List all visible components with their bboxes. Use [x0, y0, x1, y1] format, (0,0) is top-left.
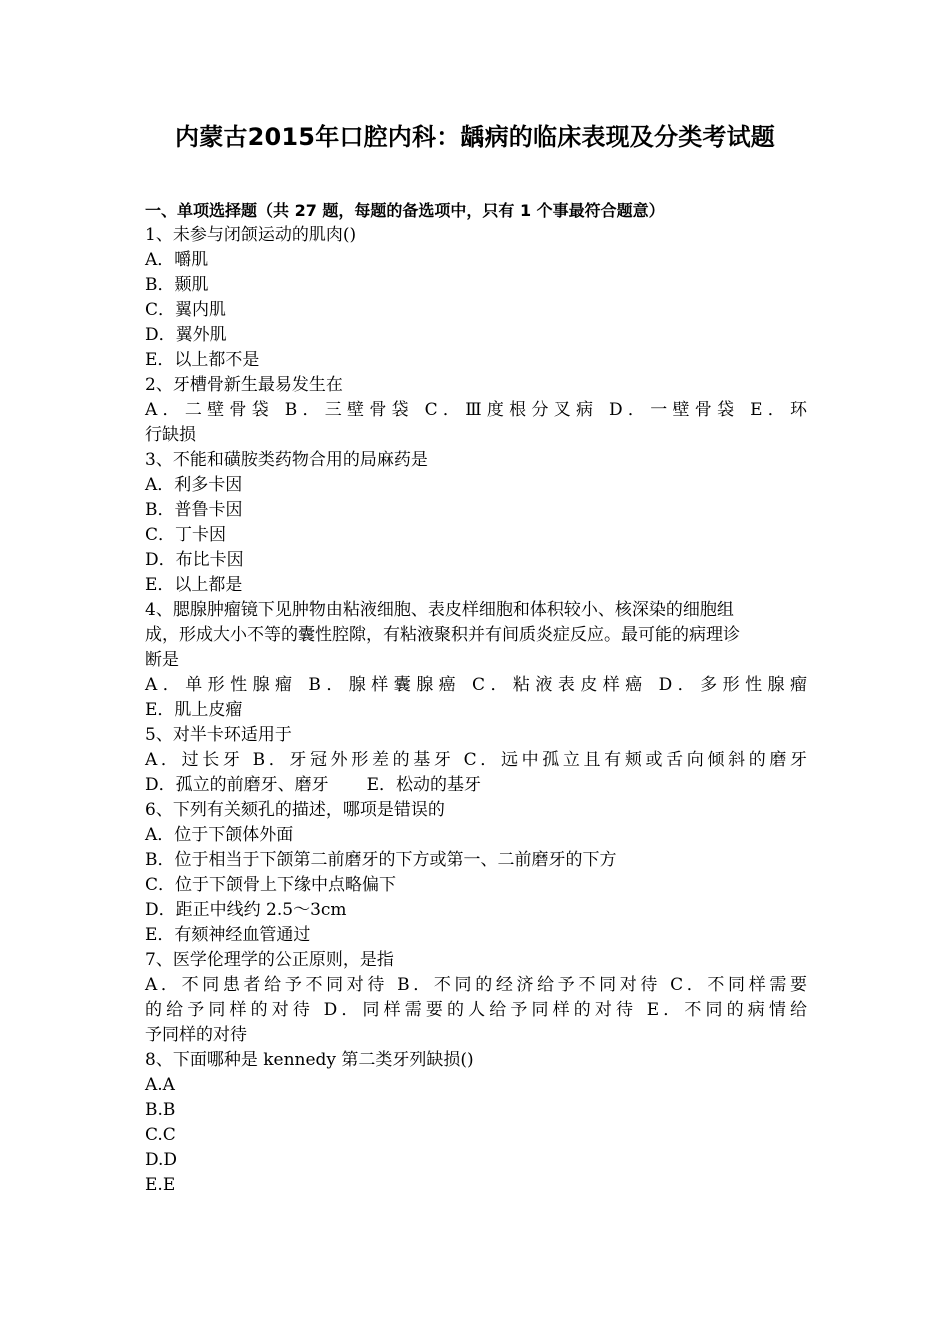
question-1-option-d: D．翼外肌 [145, 325, 227, 345]
question-2-stem: 2、牙槽骨新生最易发生在 [145, 375, 343, 395]
question-8-option-b: B.B [145, 1100, 176, 1120]
question-5-option-a: A．过长牙 [145, 750, 244, 770]
question-7-options-row-2 [145, 998, 807, 1023]
question-4-option-d: D．多形性腺瘤 [658, 675, 807, 695]
question-4-option-a: A．单形性腺瘤 [145, 675, 298, 695]
question-2-option-e-continued: 行缺损 [145, 425, 196, 445]
question-7-option-d: D．同样需要的人给予同样的对待 [323, 1000, 638, 1020]
page-title: 内蒙古2015年口腔内科：龋病的临床表现及分类考试题 [175, 123, 775, 151]
question-3-option-e: E．以上都是 [145, 575, 243, 595]
question-7-option-e: E．不同的病情给 [646, 1000, 808, 1020]
question-8-option-d: D.D [145, 1150, 178, 1170]
question-7-stem: 7、医学伦理学的公正原则，是指 [145, 950, 394, 970]
question-5-option-b: B．牙冠外形差的基牙 [252, 750, 455, 770]
document-body [145, 198, 807, 1198]
question-6-option-e: E．有颏神经血管通过 [145, 925, 311, 945]
question-4-stem-line-3: 断是 [145, 650, 179, 670]
question-3-stem: 3、不能和磺胺类药物合用的局麻药是 [145, 450, 428, 470]
question-7-options-row-1 [145, 973, 807, 998]
question-1-option-b: B．颞肌 [145, 275, 209, 295]
question-7-option-a: A．不同患者给予不同对待 [145, 975, 389, 995]
question-6-option-b: B．位于相当于下颌第二前磨牙的下方或第一、二前磨牙的下方 [145, 850, 617, 870]
question-1-option-c: C．翼内肌 [145, 300, 227, 320]
question-5-options-row [145, 748, 807, 773]
question-2-option-e: E．环 [750, 400, 808, 420]
question-4-option-b: B．腺样囊腺癌 [308, 675, 462, 695]
question-4-stem-line-1: 4、腮腺肿瘤镜下见肿物由粘液细胞、表皮样细胞和体积较小、核深染的细胞组 [145, 600, 734, 620]
question-3-option-d: D．布比卡因 [145, 550, 244, 570]
question-3-option-c: C．丁卡因 [145, 525, 227, 545]
question-1-option-e: E．以上都不是 [145, 350, 260, 370]
question-4-stem-line-2: 成，形成大小不等的囊性腔隙，有粘液聚积并有间质炎症反应。最可能的病理诊 [145, 625, 740, 645]
question-4-option-c: C．粘液表皮样癌 [472, 675, 648, 695]
question-1-stem: 1、未参与闭颌运动的肌肉() [145, 225, 357, 245]
question-5-option-e: E．松动的基牙 [366, 775, 482, 795]
question-5-options-row-2 [145, 773, 807, 798]
question-5-stem: 5、对半卡环适用于 [145, 725, 292, 745]
question-6-stem: 6、下列有关颏孔的描述，哪项是错误的 [145, 800, 445, 820]
question-7-option-c: C．不同样需要 [670, 975, 808, 995]
question-7-option-e-continued: 予同样的对待 [145, 1025, 247, 1045]
question-2-options-row [145, 398, 807, 423]
question-2-option-d: D．一壁骨袋 [609, 400, 740, 420]
question-8-option-a: A.A [145, 1075, 175, 1095]
question-6-option-a: A．位于下颌体外面 [145, 825, 294, 845]
question-6-option-d: D．距正中线约 2.5～3cm [145, 900, 347, 920]
question-6-option-c: C．位于下颌骨上下缘中点略偏下 [145, 875, 397, 895]
question-2-option-b: B．三壁骨袋 [284, 400, 414, 420]
question-1-option-a: A．嚼肌 [145, 250, 209, 270]
question-3-option-b: B．普鲁卡因 [145, 500, 243, 520]
question-2-option-a: A．二壁骨袋 [145, 400, 274, 420]
section-heading: 一、单项选择题（共 27 题，每题的备选项中，只有 1 个事最符合题意） [145, 201, 665, 220]
question-4-options-row [145, 673, 807, 698]
question-4-option-e: E．肌上皮瘤 [145, 700, 243, 720]
question-8-option-e: E.E [145, 1175, 176, 1195]
question-7-option-c-continued: 的给予同样的对待 [145, 1000, 315, 1020]
question-5-option-c: C．远中孤立且有颊或舌向倾斜的磨牙 [463, 750, 808, 770]
question-5-option-d: D．孤立的前磨牙、磨牙 [145, 775, 329, 795]
question-7-option-b: B．不同的经济给予不同对待 [397, 975, 662, 995]
question-2-option-c: C．Ⅲ度根分叉病 [424, 400, 599, 420]
question-8-stem: 8、下面哪种是 kennedy 第二类牙列缺损() [145, 1050, 474, 1070]
question-8-option-c: C.C [145, 1125, 176, 1145]
question-3-option-a: A．利多卡因 [145, 475, 243, 495]
